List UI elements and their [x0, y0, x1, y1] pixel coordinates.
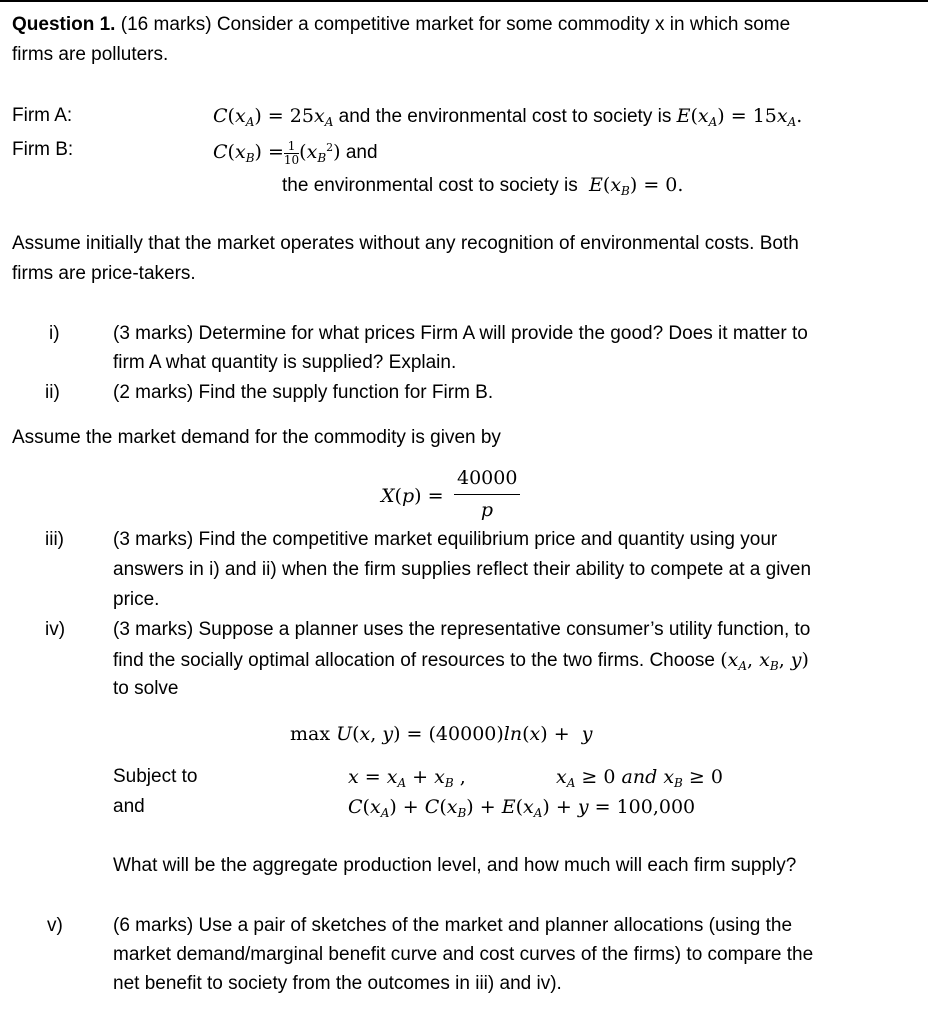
- part-ii-line1: (2 marks) Find the supply function for Firm B.: [113, 382, 494, 403]
- question-intro-text: (16 marks) Consider a competitive market for some commodity x in which some: [120, 14, 791, 35]
- top-rule: [0, 0, 928, 2]
- demand-numerator: 40000: [454, 466, 520, 495]
- firm-b-env-cost: $E(x_B) = 0$.: [589, 174, 684, 198]
- question-intro-line2: firms are polluters.: [12, 44, 169, 65]
- firm-b-env-text: the environmental cost to society is: [282, 175, 578, 196]
- objective-function: max U(x, y) = (40000)ln(x) + y: [290, 723, 593, 745]
- subject-to-label: Subject to: [113, 766, 198, 787]
- constraint-budget: $C(x_A) + C(x_B) + E(x_A) + y = 100,000$: [348, 796, 696, 820]
- constraint-sum: $x = x_A + x_B$ ,: [348, 766, 466, 790]
- firm-b-line2: [282, 173, 683, 203]
- question-title: Question 1.: [12, 14, 116, 35]
- part-iii-line2: answers in i) and ii) when the firm supplies reflect their ability to compete at a given: [113, 559, 812, 580]
- firm-b-and: and: [345, 142, 378, 163]
- assume-line1: Assume initially that the market operates without any recognition of environmental costs. Both: [12, 233, 799, 254]
- part-iv-line2: find the socially optimal allocation of resources to the two firms. Choose ($x_A$, $x_B$, y): [113, 649, 809, 673]
- part-i-line2: firm A what quantity is supplied? Explain.: [113, 352, 457, 373]
- firm-a-mid-text: and the environmental cost to society is: [338, 106, 672, 127]
- part-v-number: v): [47, 915, 63, 936]
- firm-b-equation: [213, 136, 378, 170]
- part-iv-line1: (3 marks) Suppose a planner uses the representative consumer’s utility function, to: [113, 619, 811, 640]
- part-v-line1: (6 marks) Use a pair of sketches of the market and planner allocations (using the: [113, 915, 793, 936]
- part-iv-line3: to solve: [113, 678, 179, 699]
- question-intro: [12, 13, 790, 37]
- choice-variables: ($x_A$, $x_B$, y): [720, 649, 809, 673]
- assume-line2: firms are price-takers.: [12, 263, 196, 284]
- part-iv-number: iv): [45, 619, 66, 640]
- demand-fraction: [454, 466, 520, 523]
- demand-lhs: X(p) =: [381, 485, 444, 507]
- firm-b-fraction: $\frac{1}{10}$: [283, 138, 300, 167]
- firm-b-cost-function: $C(x_B)$ = $\frac{1}{10}$ $(x_B^2)$: [213, 138, 341, 167]
- part-iii-number: iii): [45, 529, 64, 550]
- firm-b-label: Firm B:: [12, 139, 74, 160]
- part-i-number: i): [49, 323, 60, 344]
- part-iii-line3: price.: [113, 589, 160, 610]
- firm-a-env-cost: $E(x_A) = 15x_A$.: [676, 105, 803, 129]
- constraint-nonnegativity: $x_A \ge 0$ and $x_B \ge 0$: [556, 766, 723, 790]
- part-v-line3: net benefit to society from the outcomes in iii) and iv).: [113, 973, 562, 994]
- firm-a-equation: [213, 104, 802, 134]
- part-i-line1: (3 marks) Determine for what prices Firm A will provide the good? Does it matter to: [113, 323, 808, 344]
- part-v-line2: market demand/marginal benefit curve and cost curves of the firms) to compare the: [113, 944, 814, 965]
- part-iv-question: What will be the aggregate production level, and how much will each firm supply?: [113, 855, 797, 876]
- and-label: and: [113, 796, 145, 817]
- part-ii-number: ii): [45, 382, 60, 403]
- demand-intro: Assume the market demand for the commodity is given by: [12, 427, 501, 448]
- part-iii-line1: (3 marks) Find the competitive market equilibrium price and quantity using your: [113, 529, 778, 550]
- demand-denominator: p: [480, 499, 494, 521]
- firm-a-cost-function: $C(x_A) = 25x_A$: [213, 105, 334, 129]
- firm-a-label: Firm A:: [12, 105, 73, 126]
